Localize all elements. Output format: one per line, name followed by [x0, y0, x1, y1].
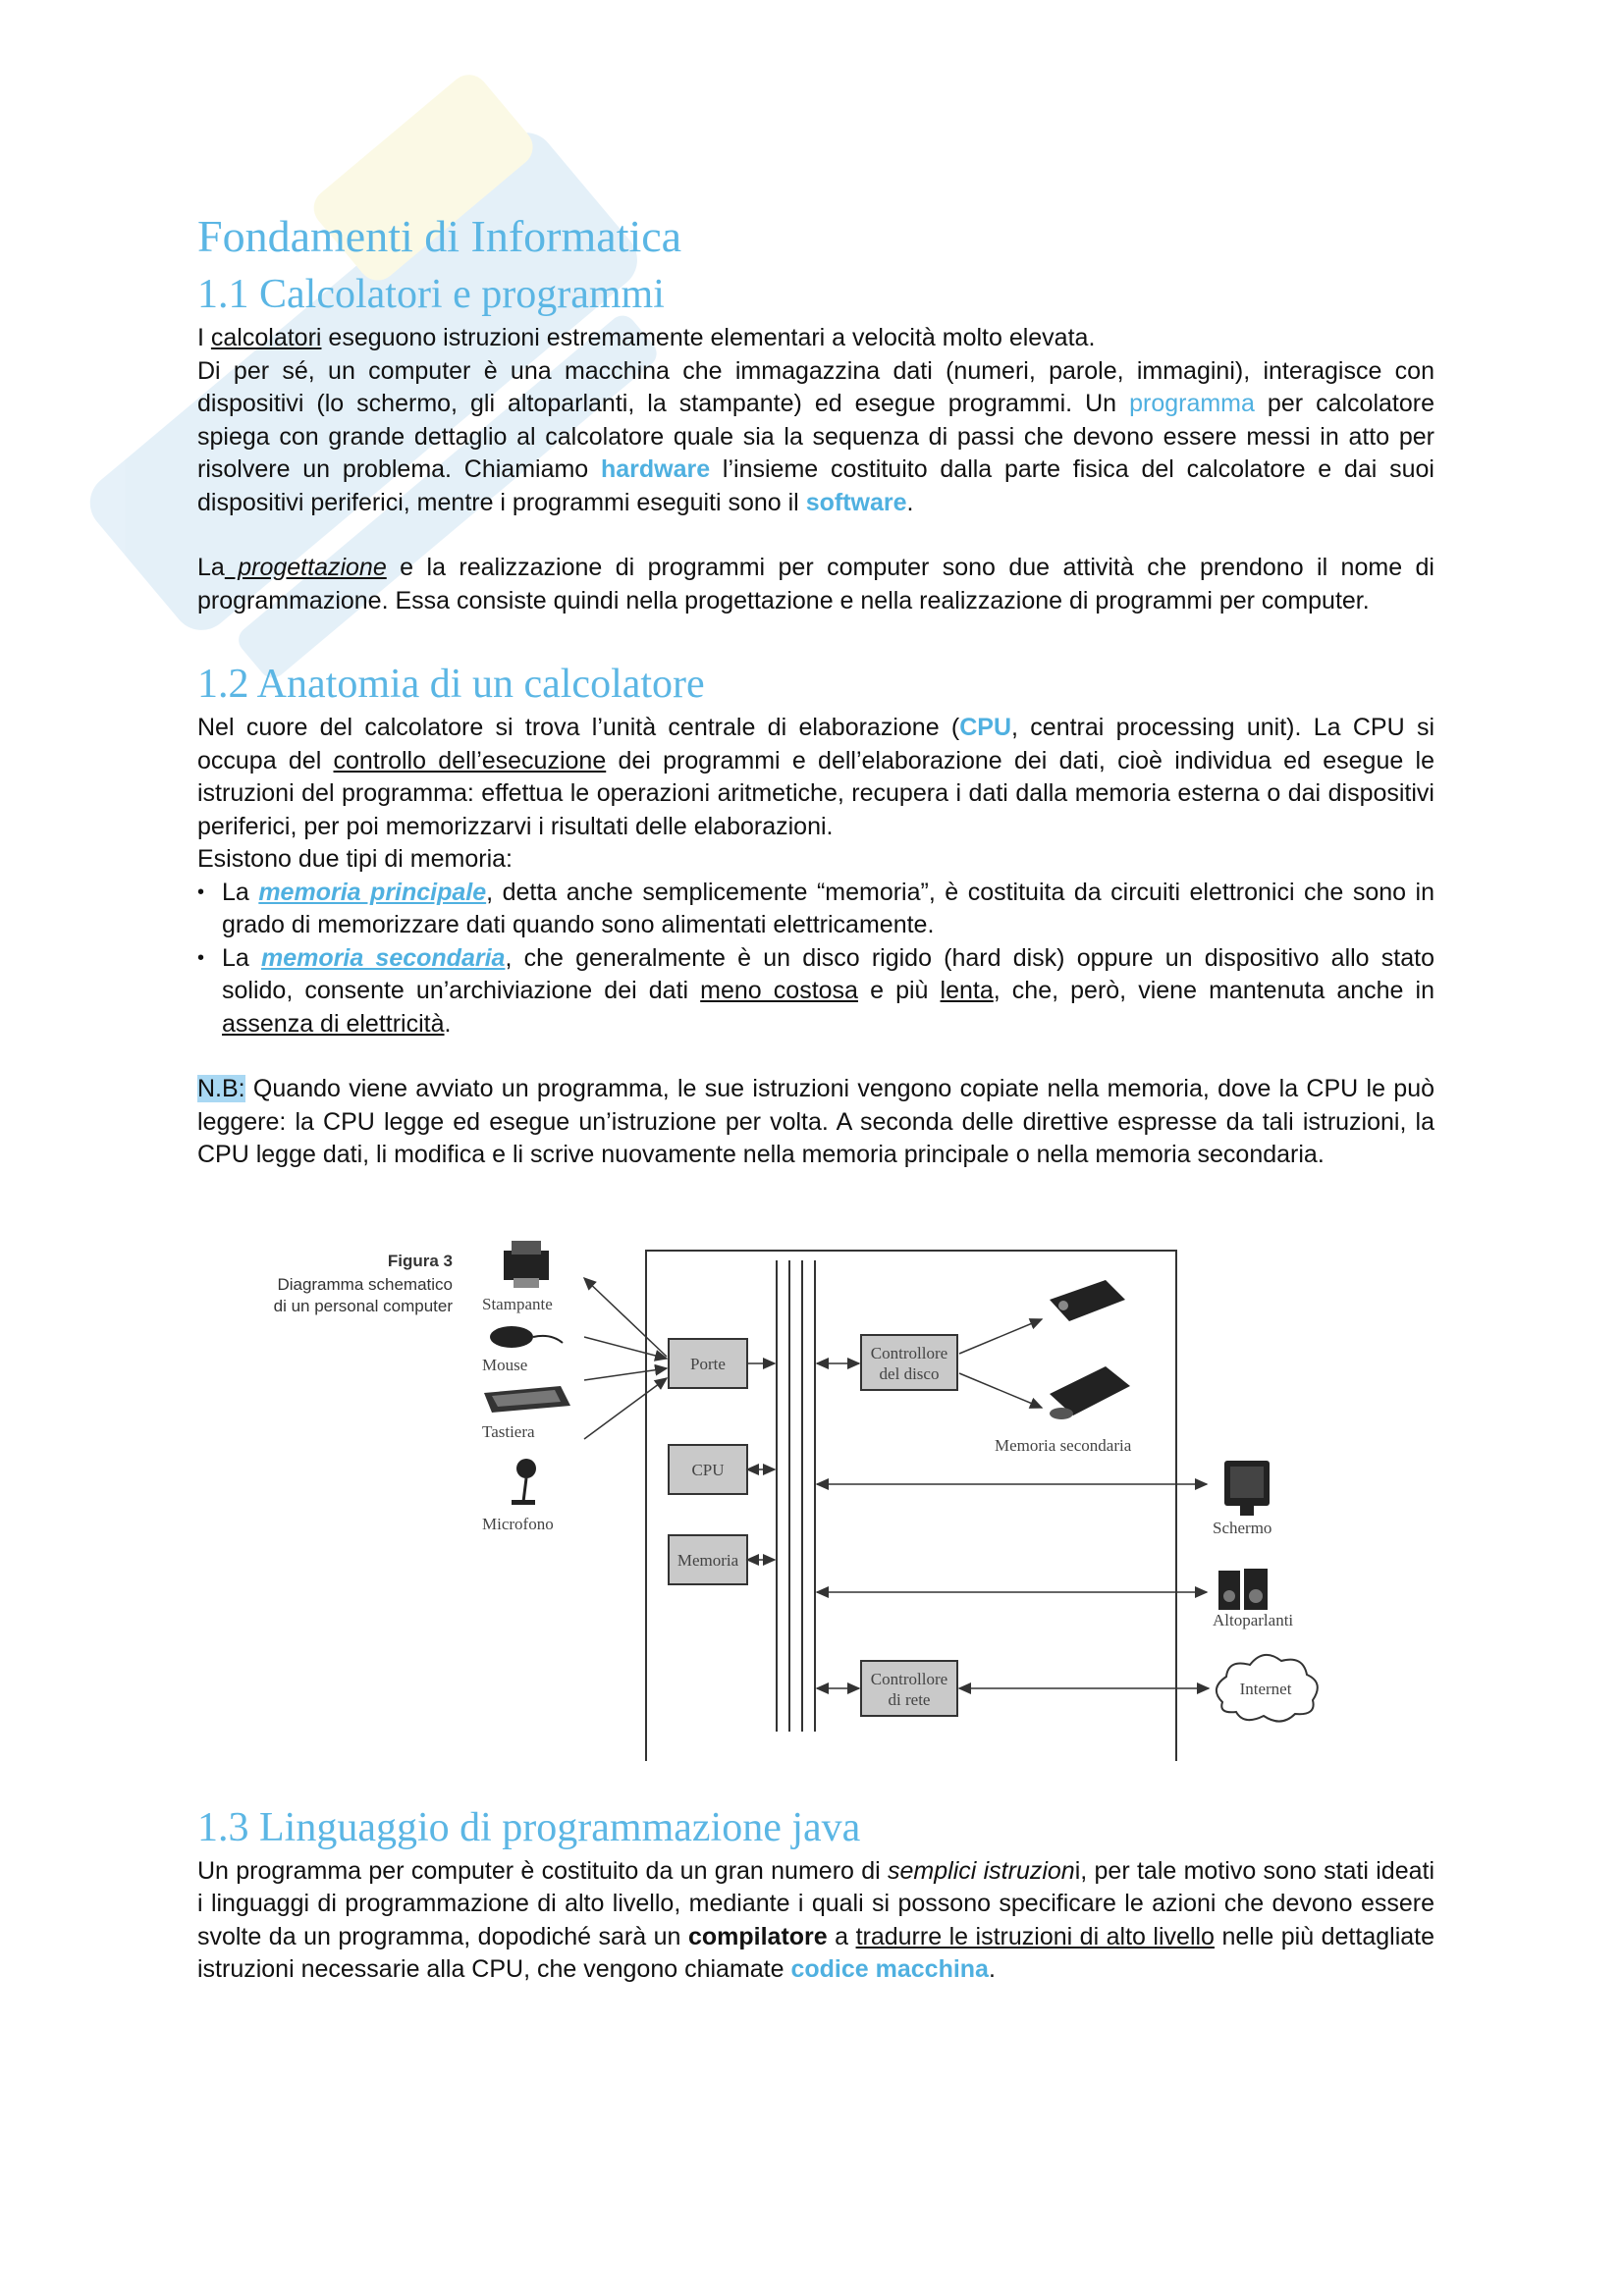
term-calcolatori: calcolatori [210, 324, 322, 351]
term-controllo: controllo dell’esecuzione [333, 746, 607, 774]
paragraph-progettazione: La progettazione e la realizzazione di programmi per computer sono due attività che prendono il nome di programmazione. Essa consiste quindi nella progettazione e nella realizzazione di programmi per computer. [197, 554, 1434, 614]
altoparlanti-label: Altoparlanti [1213, 1610, 1294, 1629]
porte-label: Porte [690, 1354, 726, 1373]
term-assenza-elettricita: assenza di elettricità [222, 1009, 445, 1038]
disk-drive-icon [1050, 1280, 1125, 1321]
network-controller-label-2: di rete [888, 1689, 931, 1709]
printer-icon [504, 1241, 549, 1288]
page-content [197, 206, 1434, 1987]
term-memoria-secondaria: memoria secondaria [261, 943, 506, 972]
memoria-secondaria-label: Memoria secondaria [995, 1435, 1132, 1455]
tastiera-label: Tastiera [482, 1421, 535, 1441]
term-semplici-istruzioni: semplici istruzion [888, 1856, 1075, 1885]
term-codice-macchina: codice macchina [790, 1955, 989, 1983]
paragraph-cpu: Nel cuore del calcolatore si trova l’unità centrale di elaborazione (CPU, centrai processing unit). La CPU si occupa del controllo dell’esecuzione dei programmi e dell’elaborazione dei dati, cioè individua ed esegue le istruzioni del programma: effettua le operazioni aritmetiche, recupera i dati dalla memoria esterna o dai dispositivi periferici, per poi memorizzarvi i risultati delle elaborazioni. [197, 714, 1435, 840]
term-meno-costosa: meno costosa [700, 977, 858, 1004]
microfono-label: Microfono [482, 1514, 554, 1533]
mouse-label: Mouse [482, 1355, 528, 1374]
figure-label: Figura 3 [387, 1251, 453, 1270]
figure-caption-2: di un personal computer [273, 1296, 453, 1315]
memory-list [197, 877, 1434, 1041]
memoria-label: Memoria [676, 1550, 739, 1570]
disk-controller-label-1: Controllore [870, 1343, 948, 1362]
term-compilatore: compilatore [687, 1922, 828, 1950]
external-disk-icon [1050, 1366, 1130, 1419]
monitor-icon [1224, 1461, 1270, 1516]
stampante-label: Stampante [482, 1294, 553, 1313]
term-programma: programma [1129, 390, 1255, 417]
section-heading-1-2: 1.2 Anatomia di un calcolatore [197, 662, 705, 707]
figure-caption-1: Diagramma schematico [277, 1274, 453, 1294]
term-memoria-principale: memoria principale [258, 878, 487, 906]
term-software: software [805, 488, 907, 516]
term-cpu: CPU [959, 714, 1012, 741]
cpu-label: CPU [691, 1460, 725, 1479]
paragraph-java: Un programma per computer è costituito da un gran numero di semplici istruzioni, per tale motivo sono stati ideati i linguaggi di programmazione di alto livello, mediante i quali si possono specificare le azioni che devono essere svolte da un programma, dopodiché sarà un compilatore a tradurre le istruzioni di alto livello nelle più dettagliate istruzioni necessarie alla CPU, che vengono chiamate codice macchina. [197, 1856, 1434, 1983]
network-controller-label-1: Controllore [870, 1669, 948, 1688]
section-heading-1-1: 1.1 Calcolatori e programmi [197, 272, 665, 317]
term-lenta: lenta [940, 977, 994, 1004]
nb-label: N.B: [197, 1075, 245, 1102]
microphone-icon [512, 1459, 536, 1505]
term-tradurre: tradurre le istruzioni di alto livello [855, 1922, 1215, 1950]
paragraph-computer: Di per sé, un computer è una macchina che immagazzina dati (numeri, parole, immagini), interagisce con dispositivi (lo schermo, gli altoparlanti, la stampante) ed esegue programmi. Un programma per calcolatore spiega con grande dettaglio al calcolatore quale sia la sequenza di passi che devono essere messi in atto per risolvere un problema. Chiamiamo hardware l’insieme costituito dalla parte fisica del calcolatore e dai suoi dispositivi periferici, mentre i programmi eseguiti sono il software. [197, 356, 1434, 516]
section-heading-1-3: 1.3 Linguaggio di programmazione java [197, 1804, 861, 1850]
term-progettazione: progettazione [224, 554, 387, 581]
computer-diagram [197, 1211, 1434, 1761]
paragraph-memoria-tipi: Esistono due tipi di memoria: [197, 845, 513, 873]
mouse-icon [490, 1326, 563, 1348]
speakers-icon [1218, 1569, 1268, 1610]
list-item-memoria-principale: • La memoria principale, detta anche semplicemente “memoria”, è costituita da circuiti elettronici che sono in grado di memorizzare dati quando sono alimentati elettricamente. [197, 877, 1434, 942]
internet-label: Internet [1239, 1679, 1292, 1698]
term-hardware: hardware [600, 455, 711, 483]
schermo-label: Schermo [1213, 1518, 1272, 1537]
paragraph-nb: N.B: Quando viene avviato un programma, le sue istruzioni vengono copiate nella memoria, dove la CPU le può leggere: la CPU legge ed esegue un’istruzione per volta. A seconda delle direttive espresse da tali istruzioni, la CPU legge dati, li modifica e li scrive nuovamente nella memoria principale o nella memoria secondaria. [197, 1075, 1434, 1168]
list-item-memoria-secondaria: • La memoria secondaria, che generalmente è un disco rigido (hard disk) oppure un dispositivo allo stato solido, consente un’archiviazione dei dati meno costosa e più lenta, che, però, viene mantenuta anche in assenza di elettricità. [197, 942, 1434, 1041]
keyboard-icon [484, 1386, 570, 1413]
disk-controller-label-2: del disco [879, 1363, 940, 1383]
system-bus [777, 1260, 815, 1732]
page-title: Fondamenti di Informatica [197, 211, 682, 261]
paragraph-calcolatori: I calcolatori eseguono istruzioni estremamente elementari a velocità molto elevata. [197, 324, 1096, 351]
figure-diagram [197, 1211, 1434, 1761]
